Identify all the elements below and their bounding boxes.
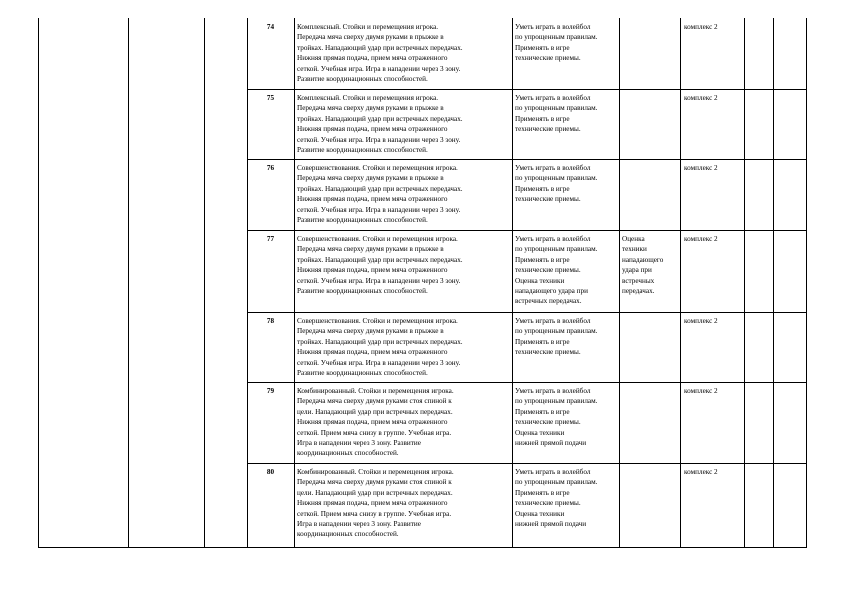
lesson-requirements: Уметь играть в волейбол по упрощенным правилам. Применять в игре технические приемы. Оценка техники нападающего удара при встречных передачах. [515, 235, 598, 306]
lesson-content: Совершенствования. Стойки и перемещения игрока. Передача мяча сверху двумя руками в прыжке в тройках. Нападающий удар при встречных передачах. Нижняя прямая подача, прием мяча отраженного сеткой. Учебная игра. Игра в нападении через 3 зону. Развитие координационных способностей. [297, 164, 463, 225]
lesson-number: 76 [266, 164, 275, 172]
lesson-requirements: Уметь играть в волейбол по упрощенным правилам. Применять в игре технические приемы. [515, 23, 598, 63]
lesson-number: 79 [266, 387, 275, 395]
lesson-requirements: Уметь играть в волейбол по упрощенным правилам. Применять в игре технические приемы. [515, 164, 598, 204]
lesson-homework: комплекс 2 [684, 387, 718, 395]
lesson-content: Комплексный. Стойки и перемещения игрока. Передача мяча сверху двумя руками в прыжке в тройках. Нападающий удар при встречных передачах. Нижняя прямая подача, прием мяча отраженного сеткой. Учебная игра. Игра в нападении через 3 зону. Развитие координационных способностей. [297, 94, 463, 155]
column-border [619, 18, 620, 548]
row-border [247, 312, 806, 313]
lesson-homework: комплекс 2 [684, 94, 718, 102]
lesson-requirements: Уметь играть в волейбол по упрощенным правилам. Применять в игре технические приемы. [515, 94, 598, 134]
column-border [744, 18, 745, 548]
lesson-requirements: Уметь играть в волейбол по упрощенным правилам. Применять в игре технические приемы. Оценка техники нижней прямой подачи [515, 387, 598, 448]
lesson-number: 80 [266, 468, 275, 476]
lesson-number: 78 [266, 317, 275, 325]
column-border [294, 18, 295, 548]
lesson-number: 75 [266, 94, 275, 102]
column-border [204, 18, 205, 548]
column-border [128, 18, 129, 548]
row-border [247, 89, 806, 90]
row-border [247, 382, 806, 383]
lesson-homework: комплекс 2 [684, 23, 718, 31]
table-bottom-border [38, 547, 806, 548]
lesson-requirements: Уметь играть в волейбол по упрощенным правилам. Применять в игре технические приемы. Оценка техники нижней прямой подачи [515, 468, 598, 529]
lesson-homework: комплекс 2 [684, 235, 718, 243]
lesson-number: 74 [266, 23, 275, 31]
row-border [247, 159, 806, 160]
lesson-homework: комплекс 2 [684, 317, 718, 325]
lesson-content: Комплексный. Стойки и перемещения игрока. Передача мяча сверху двумя руками в прыжке в тройках. Нападающий удар при встречных передачах. Нижняя прямая подача, прием мяча отраженного сеткой. Учебная игра. Игра в нападении через 3 зону. Развитие координационных способностей. [297, 23, 463, 84]
lesson-content: Комбинированный. Стойки и перемещения игрока. Передача мяча сверху двумя руками стоя спиной к цели. Нападающий удар при встречных передачах. Нижняя прямая подача, прием мяча отраженного сеткой. Прием мяча снизу в группе. Учебная игра. Игра в нападении через 3 зону. Развитие координационных способностей. [297, 468, 454, 539]
lesson-content: Совершенствования. Стойки и перемещения игрока. Передача мяча сверху двумя руками в прыжке в тройках. Нападающий удар при встречных передачах. Нижняя прямая подача, прием мяча отраженного сеткой. Учебная игра. Игра в нападении через 3 зону. Развитие координационных способностей. [297, 235, 463, 296]
lesson-homework: комплекс 2 [684, 164, 718, 172]
column-border [806, 18, 807, 548]
column-border [773, 18, 774, 548]
column-border [680, 18, 681, 548]
lesson-number: 77 [266, 235, 275, 243]
lesson-control: Оценка техники нападающего удара при встречных передачах. [622, 235, 664, 296]
lesson-content: Совершенствования. Стойки и перемещения игрока. Передача мяча сверху двумя руками в прыжке в тройках. Нападающий удар при встречных передачах. Нижняя прямая подача, прием мяча отраженного сеткой. Учебная игра. Игра в нападении через 3 зону. Развитие координационных способностей. [297, 317, 463, 378]
row-border [247, 463, 806, 464]
column-border [38, 18, 39, 548]
lesson-content: Комбинированный. Стойки и перемещения игрока. Передача мяча сверху двумя руками стоя спиной к цели. Нападающий удар при встречных передачах. Нижняя прямая подача, прием мяча отраженного сеткой. Прием мяча снизу в группе. Учебная игра. Игра в нападении через 3 зону. Развитие координационных способностей. [297, 387, 454, 458]
row-border [247, 230, 806, 231]
lesson-requirements: Уметь играть в волейбол по упрощенным правилам. Применять в игре технические приемы. [515, 317, 598, 357]
column-border [512, 18, 513, 548]
lesson-homework: комплекс 2 [684, 468, 718, 476]
